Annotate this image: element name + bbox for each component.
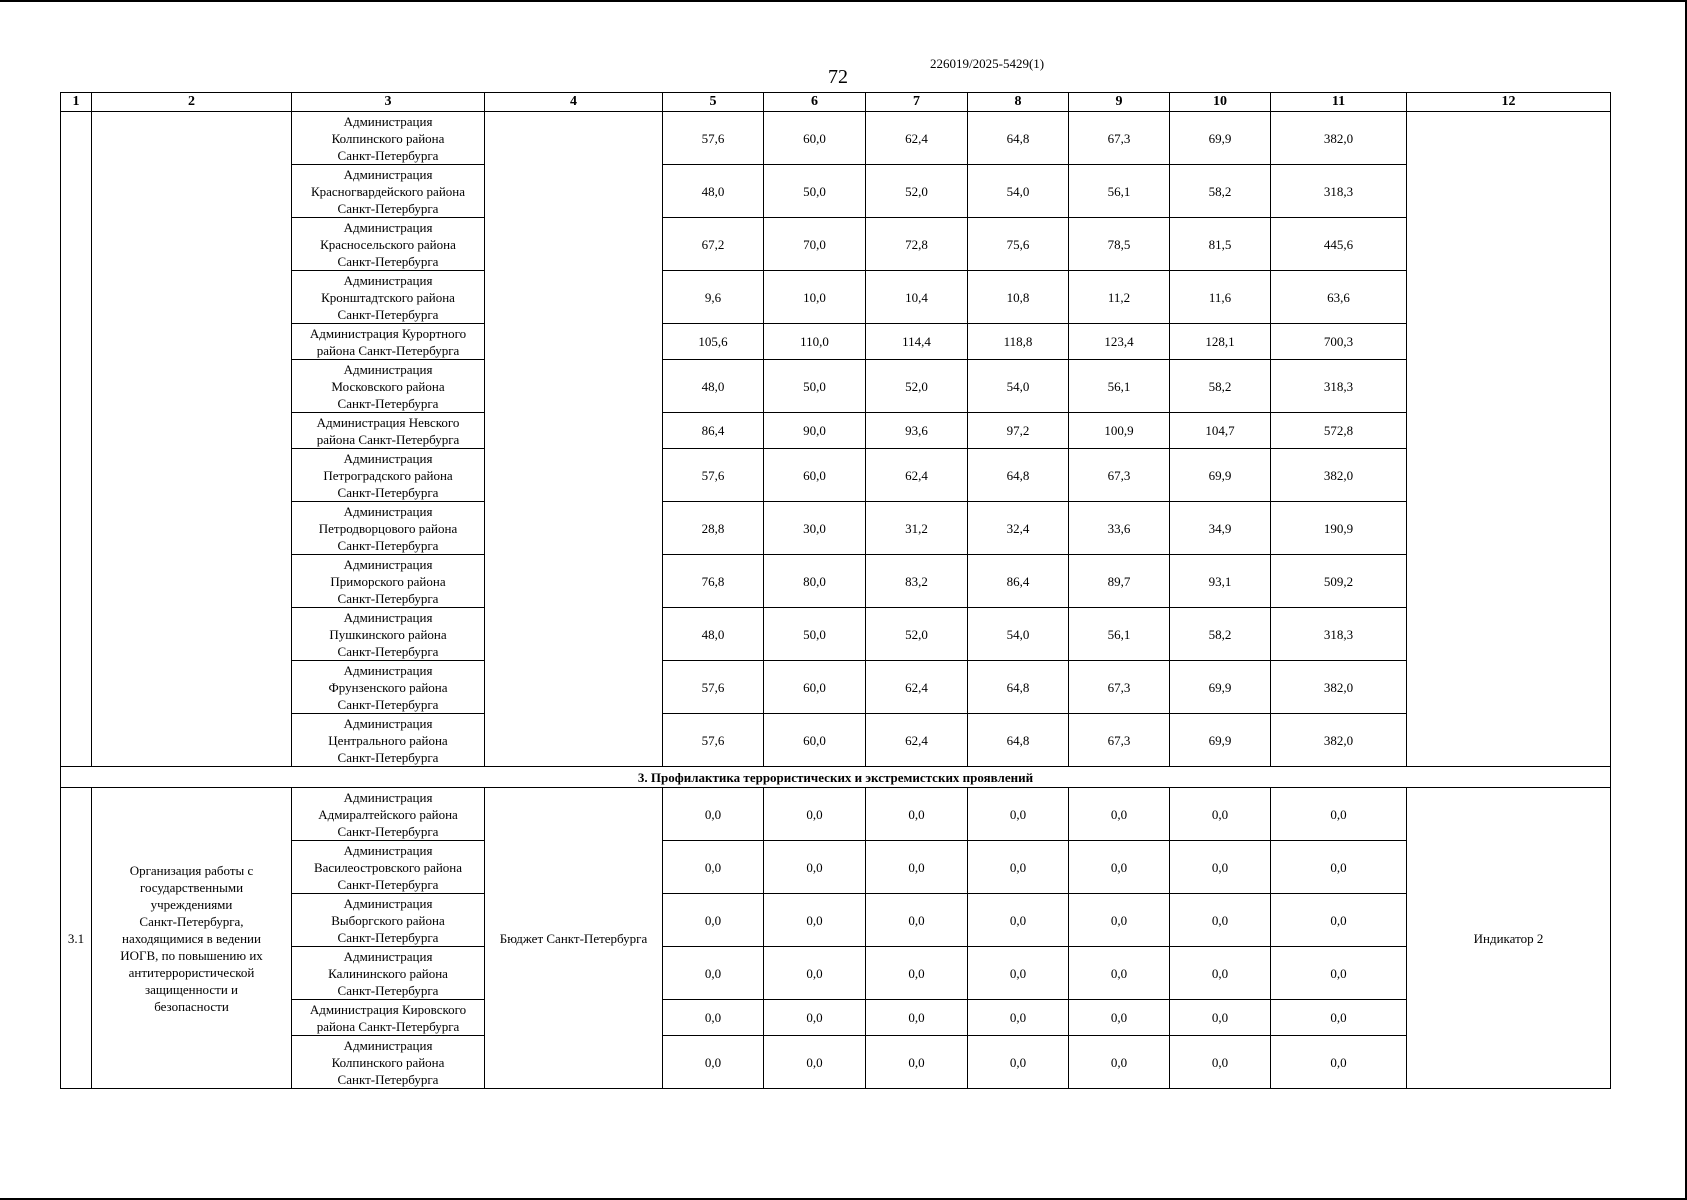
- value-cell: 0,0: [968, 841, 1069, 894]
- column-header: 7: [866, 93, 968, 112]
- value-cell: 60,0: [764, 449, 866, 502]
- value-cell: 318,3: [1271, 360, 1407, 413]
- table-row: [61, 502, 1611, 555]
- value-cell: 0,0: [1069, 1036, 1170, 1089]
- value-cell: 104,7: [1170, 413, 1271, 449]
- value-cell: 64,8: [968, 714, 1069, 767]
- value-cell: 0,0: [866, 947, 968, 1000]
- value-cell: 10,8: [968, 271, 1069, 324]
- value-cell: 0,0: [663, 1036, 764, 1089]
- item-description: Организация работы с государственными учреждениями Санкт-Петербурга, находящимися в ведении ИОГВ, по повышению их антитеррористической защищенности и безопасности: [92, 788, 292, 1089]
- value-cell: 64,8: [968, 449, 1069, 502]
- executor-cell: Администрация Кировского района Санкт-Петербурга: [292, 1000, 485, 1036]
- value-cell: 75,6: [968, 218, 1069, 271]
- value-cell: 0,0: [1170, 947, 1271, 1000]
- table-row: [61, 165, 1611, 218]
- column-header: 8: [968, 93, 1069, 112]
- value-cell: 69,9: [1170, 661, 1271, 714]
- column-header: 3: [292, 93, 485, 112]
- section-row: [61, 767, 1611, 788]
- value-cell: 0,0: [866, 841, 968, 894]
- value-cell: 34,9: [1170, 502, 1271, 555]
- value-cell: 69,9: [1170, 112, 1271, 165]
- value-cell: 97,2: [968, 413, 1069, 449]
- value-cell: 57,6: [663, 449, 764, 502]
- value-cell: 86,4: [968, 555, 1069, 608]
- value-cell: 48,0: [663, 360, 764, 413]
- value-cell: 110,0: [764, 324, 866, 360]
- page-number: 72: [828, 66, 848, 88]
- value-cell: 118,8: [968, 324, 1069, 360]
- value-cell: 0,0: [1170, 894, 1271, 947]
- value-cell: 56,1: [1069, 165, 1170, 218]
- value-cell: 70,0: [764, 218, 866, 271]
- value-cell: 56,1: [1069, 360, 1170, 413]
- value-cell: 64,8: [968, 112, 1069, 165]
- value-cell: 56,1: [1069, 608, 1170, 661]
- column-header: 5: [663, 93, 764, 112]
- value-cell: 0,0: [663, 1000, 764, 1036]
- value-cell: 0,0: [663, 947, 764, 1000]
- value-cell: 62,4: [866, 112, 968, 165]
- section-title: 3. Профилактика террористических и экстремистских проявлений: [61, 767, 1611, 788]
- table-row: [61, 661, 1611, 714]
- value-cell: 114,4: [866, 324, 968, 360]
- indicator: Индикатор 2: [1407, 788, 1611, 1089]
- value-cell: 81,5: [1170, 218, 1271, 271]
- value-cell: 57,6: [663, 661, 764, 714]
- value-cell: 0,0: [764, 894, 866, 947]
- column-header: 11: [1271, 93, 1407, 112]
- value-cell: 64,8: [968, 661, 1069, 714]
- value-cell: 190,9: [1271, 502, 1407, 555]
- value-cell: 83,2: [866, 555, 968, 608]
- table-row: [61, 449, 1611, 502]
- value-cell: 0,0: [968, 788, 1069, 841]
- table-row: [61, 360, 1611, 413]
- value-cell: 0,0: [968, 1000, 1069, 1036]
- value-cell: 0,0: [663, 788, 764, 841]
- table-row: [61, 271, 1611, 324]
- value-cell: 318,3: [1271, 165, 1407, 218]
- table-row: [61, 841, 1611, 894]
- value-cell: 0,0: [1170, 1000, 1271, 1036]
- value-cell: 509,2: [1271, 555, 1407, 608]
- value-cell: 0,0: [1069, 788, 1170, 841]
- value-cell: 76,8: [663, 555, 764, 608]
- value-cell: 48,0: [663, 608, 764, 661]
- value-cell: 67,3: [1069, 661, 1170, 714]
- executor-cell: Администрация Петродворцового района Санкт-Петербурга: [292, 502, 485, 555]
- table-row: [61, 324, 1611, 360]
- table-row: [61, 1036, 1611, 1089]
- column-header: 10: [1170, 93, 1271, 112]
- value-cell: 93,6: [866, 413, 968, 449]
- value-cell: 52,0: [866, 360, 968, 413]
- executor-cell: Администрация Курортного района Санкт-Петербурга: [292, 324, 485, 360]
- value-cell: 123,4: [1069, 324, 1170, 360]
- value-cell: 58,2: [1170, 360, 1271, 413]
- value-cell: 78,5: [1069, 218, 1170, 271]
- executor-cell: Администрация Приморского района Санкт-Петербурга: [292, 555, 485, 608]
- executor-cell: Администрация Пушкинского района Санкт-Петербурга: [292, 608, 485, 661]
- value-cell: 0,0: [663, 841, 764, 894]
- value-cell: 700,3: [1271, 324, 1407, 360]
- executor-cell: Администрация Выборгского района Санкт-Петербурга: [292, 894, 485, 947]
- value-cell: 445,6: [1271, 218, 1407, 271]
- value-cell: 63,6: [1271, 271, 1407, 324]
- table-body: [61, 93, 1611, 1089]
- value-cell: 48,0: [663, 165, 764, 218]
- executor-cell: Администрация Адмиралтейского района Санкт-Петербурга: [292, 788, 485, 841]
- value-cell: 10,0: [764, 271, 866, 324]
- value-cell: 0,0: [1271, 1036, 1407, 1089]
- value-cell: 57,6: [663, 112, 764, 165]
- value-cell: 0,0: [866, 1036, 968, 1089]
- table-row: [61, 413, 1611, 449]
- value-cell: 58,2: [1170, 165, 1271, 218]
- value-cell: 11,2: [1069, 271, 1170, 324]
- executor-cell: Администрация Центрального района Санкт-Петербурга: [292, 714, 485, 767]
- funding-source-cell: [485, 112, 663, 767]
- value-cell: 0,0: [968, 947, 1069, 1000]
- value-cell: 62,4: [866, 661, 968, 714]
- value-cell: 318,3: [1271, 608, 1407, 661]
- executor-cell: Администрация Московского района Санкт-Петербурга: [292, 360, 485, 413]
- item-number-cell: [61, 112, 92, 767]
- value-cell: 9,6: [663, 271, 764, 324]
- value-cell: 69,9: [1170, 449, 1271, 502]
- indicator-cell: [1407, 112, 1611, 767]
- value-cell: 54,0: [968, 360, 1069, 413]
- value-cell: 67,3: [1069, 112, 1170, 165]
- column-header: 12: [1407, 93, 1611, 112]
- page-border-top: [0, 0, 1687, 2]
- value-cell: 0,0: [764, 1000, 866, 1036]
- value-cell: 0,0: [1271, 894, 1407, 947]
- value-cell: 0,0: [764, 947, 866, 1000]
- value-cell: 72,8: [866, 218, 968, 271]
- value-cell: 0,0: [866, 894, 968, 947]
- executor-cell: Администрация Калининского района Санкт-Петербурга: [292, 947, 485, 1000]
- value-cell: 0,0: [968, 894, 1069, 947]
- funding-source: Бюджет Санкт-Петербурга: [485, 788, 663, 1089]
- program-table: [60, 92, 1611, 1089]
- value-cell: 31,2: [866, 502, 968, 555]
- value-cell: 60,0: [764, 714, 866, 767]
- value-cell: 0,0: [1271, 1000, 1407, 1036]
- value-cell: 0,0: [1170, 841, 1271, 894]
- executor-cell: Администрация Невского района Санкт-Петербурга: [292, 413, 485, 449]
- value-cell: 67,3: [1069, 449, 1170, 502]
- value-cell: 52,0: [866, 608, 968, 661]
- document-number: 226019/2025-5429(1): [930, 56, 1045, 71]
- item-description-cell: [92, 112, 292, 767]
- value-cell: 10,4: [866, 271, 968, 324]
- executor-cell: Администрация Красногвардейского района Санкт-Петербурга: [292, 165, 485, 218]
- value-cell: 0,0: [1271, 788, 1407, 841]
- value-cell: 50,0: [764, 360, 866, 413]
- column-header: 4: [485, 93, 663, 112]
- table-row: [61, 555, 1611, 608]
- value-cell: 0,0: [866, 788, 968, 841]
- value-cell: 30,0: [764, 502, 866, 555]
- value-cell: 80,0: [764, 555, 866, 608]
- value-cell: 0,0: [1170, 788, 1271, 841]
- executor-cell: Администрация Василеостровского района Санкт-Петербурга: [292, 841, 485, 894]
- value-cell: 382,0: [1271, 449, 1407, 502]
- executor-cell: Администрация Колпинского района Санкт-Петербурга: [292, 112, 485, 165]
- value-cell: 0,0: [968, 1036, 1069, 1089]
- column-header: 2: [92, 93, 292, 112]
- value-cell: 0,0: [764, 841, 866, 894]
- table-row: [61, 608, 1611, 661]
- value-cell: 100,9: [1069, 413, 1170, 449]
- value-cell: 105,6: [663, 324, 764, 360]
- executor-cell: Администрация Фрунзенского района Санкт-Петербурга: [292, 661, 485, 714]
- value-cell: 0,0: [1170, 1036, 1271, 1089]
- value-cell: 52,0: [866, 165, 968, 218]
- value-cell: 0,0: [1271, 947, 1407, 1000]
- value-cell: 50,0: [764, 608, 866, 661]
- value-cell: 0,0: [1069, 1000, 1170, 1036]
- item-number: 3.1: [61, 788, 92, 1089]
- value-cell: 382,0: [1271, 714, 1407, 767]
- table-row: [61, 947, 1611, 1000]
- value-cell: 69,9: [1170, 714, 1271, 767]
- value-cell: 0,0: [1069, 947, 1170, 1000]
- value-cell: 0,0: [1271, 841, 1407, 894]
- value-cell: 93,1: [1170, 555, 1271, 608]
- value-cell: 60,0: [764, 112, 866, 165]
- value-cell: 32,4: [968, 502, 1069, 555]
- executor-cell: Администрация Колпинского района Санкт-Петербурга: [292, 1036, 485, 1089]
- value-cell: 0,0: [663, 894, 764, 947]
- value-cell: 28,8: [663, 502, 764, 555]
- value-cell: 128,1: [1170, 324, 1271, 360]
- value-cell: 90,0: [764, 413, 866, 449]
- value-cell: 0,0: [866, 1000, 968, 1036]
- column-header: 9: [1069, 93, 1170, 112]
- value-cell: 0,0: [1069, 841, 1170, 894]
- value-cell: 67,2: [663, 218, 764, 271]
- table-row: [61, 788, 1611, 841]
- table-row: [61, 714, 1611, 767]
- value-cell: 0,0: [764, 788, 866, 841]
- value-cell: 382,0: [1271, 112, 1407, 165]
- value-cell: 67,3: [1069, 714, 1170, 767]
- value-cell: 54,0: [968, 165, 1069, 218]
- table-row: [61, 218, 1611, 271]
- value-cell: 50,0: [764, 165, 866, 218]
- value-cell: 89,7: [1069, 555, 1170, 608]
- value-cell: 382,0: [1271, 661, 1407, 714]
- value-cell: 54,0: [968, 608, 1069, 661]
- executor-cell: Администрация Петроградского района Санкт-Петербурга: [292, 449, 485, 502]
- column-header: 6: [764, 93, 866, 112]
- executor-cell: Администрация Кронштадтского района Санкт-Петербурга: [292, 271, 485, 324]
- value-cell: 62,4: [866, 714, 968, 767]
- table-row: [61, 112, 1611, 165]
- value-cell: 86,4: [663, 413, 764, 449]
- value-cell: 58,2: [1170, 608, 1271, 661]
- executor-cell: Администрация Красносельского района Санкт-Петербурга: [292, 218, 485, 271]
- value-cell: 57,6: [663, 714, 764, 767]
- column-number-row: [61, 93, 1611, 112]
- value-cell: 62,4: [866, 449, 968, 502]
- value-cell: 572,8: [1271, 413, 1407, 449]
- value-cell: 0,0: [1069, 894, 1170, 947]
- value-cell: 33,6: [1069, 502, 1170, 555]
- column-header: 1: [61, 93, 92, 112]
- table-row: [61, 1000, 1611, 1036]
- value-cell: 60,0: [764, 661, 866, 714]
- table-row: [61, 894, 1611, 947]
- value-cell: 0,0: [764, 1036, 866, 1089]
- value-cell: 11,6: [1170, 271, 1271, 324]
